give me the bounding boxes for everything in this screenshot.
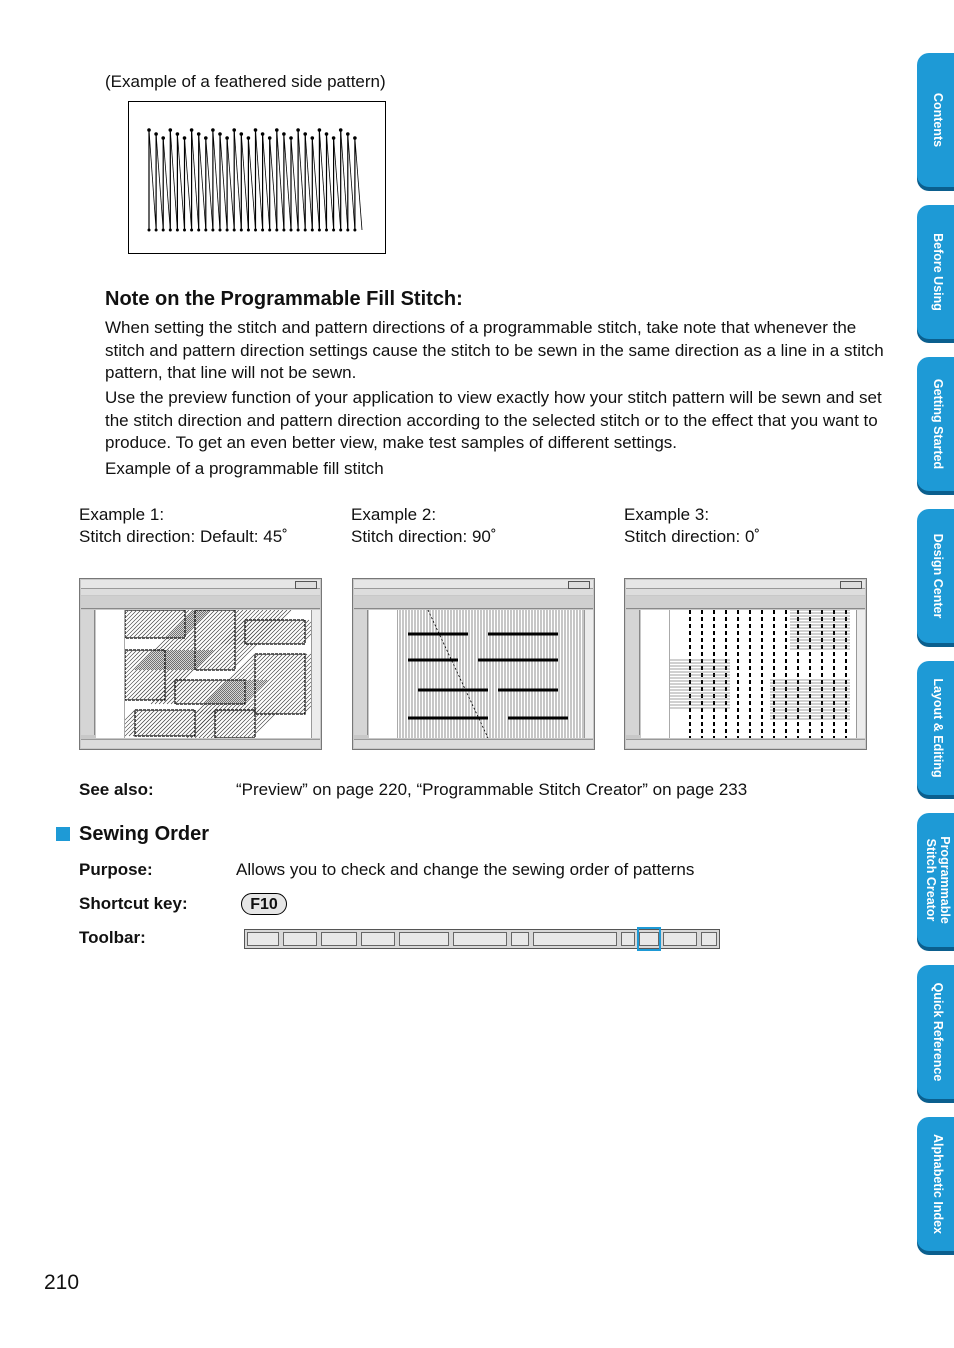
feather-top-dot [247, 136, 251, 140]
toolbar-image [244, 929, 720, 949]
page-number: 210 [44, 1271, 80, 1294]
diagonal-hatch [289, 620, 311, 644]
feather-zigzag-line [170, 130, 177, 230]
weave-canvas [398, 610, 584, 738]
window-toolbar [626, 596, 865, 609]
feather-top-dot [190, 128, 194, 132]
feather-zigzag-line [334, 138, 341, 230]
feather-top-dot [282, 132, 286, 136]
feather-zigzag-line [305, 134, 312, 230]
stitch-tools-group [533, 932, 617, 946]
tab-contents[interactable] [917, 53, 954, 187]
weave-canvas [670, 610, 856, 738]
section-bullet-icon [56, 827, 70, 841]
diagonal-hatch [137, 710, 163, 736]
feather-top-dot [268, 136, 272, 140]
sewing-order-highlight [637, 927, 661, 951]
diagonal-hatch [199, 654, 259, 714]
shortcut-label: Shortcut key: [79, 894, 188, 913]
feather-top-dot [339, 128, 343, 132]
feather-bottom-dot [346, 229, 349, 232]
undo-redo-group [361, 932, 395, 946]
feather-top-dot [303, 132, 307, 136]
diagonal-hatch [145, 710, 171, 736]
window-statusbar [354, 739, 593, 748]
diagonal-weave-drawing [125, 610, 311, 738]
window-statusbar [81, 739, 320, 748]
import-buttons-group [283, 932, 317, 946]
clipboard-group [399, 932, 449, 946]
feather-bottom-dot [275, 229, 278, 232]
feather-bottom-dot [297, 229, 300, 232]
toolbar-label: Toolbar: [79, 928, 146, 947]
feather-zigzag-line [341, 130, 348, 230]
feather-zigzag-line [348, 134, 355, 230]
example-3-screenshot [624, 578, 867, 750]
feather-top-dot [346, 132, 350, 136]
feather-bottom-dot [155, 229, 158, 232]
weave-canvas [125, 610, 311, 738]
diagonal-hatch [165, 710, 191, 736]
diagonal-hatch [235, 654, 295, 714]
feather-top-dot [296, 128, 300, 132]
feather-zigzag-line [192, 130, 199, 230]
feather-zigzag-line [277, 130, 284, 230]
feather-top-dot [211, 128, 215, 132]
tab-label: Alphabetic Index [931, 1133, 945, 1235]
diagonal-hatch [135, 650, 185, 700]
feather-bottom-dot [219, 229, 222, 232]
feather-bottom-dot [226, 229, 229, 232]
window-titlebar [81, 580, 320, 589]
feather-bottom-dot [162, 229, 165, 232]
feather-bottom-dot [247, 229, 250, 232]
feather-top-dot [318, 128, 322, 132]
tab-before-using[interactable] [917, 205, 954, 339]
example-3-title: Example 3: [624, 505, 710, 524]
feather-bottom-dot [290, 229, 293, 232]
tab-quick-reference[interactable] [917, 965, 954, 1099]
feather-zigzag-line [220, 134, 227, 230]
note-paragraph-2: Use the preview function of your application to view exactly how your stitch pattern will be sewn and set the stitch direction and pattern direction according to the selected stitch or to the effect that you want to produce. To get an even better view, make test samples of different settings. [105, 388, 882, 453]
tab-label: Layout & Editing [931, 678, 945, 778]
note-paragraph-3: Example of a programmable fill stitch [105, 459, 384, 478]
tab-alphabetic-index[interactable] [917, 1117, 954, 1251]
feather-zigzag-line [284, 134, 291, 230]
feather-zigzag-line [270, 138, 277, 230]
feather-zigzag-line [206, 138, 213, 230]
diagonal-hatch [219, 654, 279, 714]
diagonal-hatch [287, 654, 311, 714]
tab-label: Quick Reference [931, 982, 945, 1082]
diagonal-hatch [251, 654, 311, 714]
feather-zigzag-line [234, 130, 241, 230]
feather-zigzag-line [185, 138, 192, 230]
diagonal-hatch [125, 650, 165, 700]
f10-key-badge: F10 [241, 893, 287, 915]
feather-bottom-dot [176, 229, 179, 232]
feather-zigzag-line [227, 138, 234, 230]
horizontal-weave-drawing [670, 610, 856, 738]
feather-top-dot [240, 132, 244, 136]
feather-bottom-dot [261, 229, 264, 232]
feather-top-dot [232, 128, 236, 132]
feather-zigzag-line [149, 130, 156, 230]
note-paragraph-1: When setting the stitch and pattern directions of a programmable stitch, take note that whenever the stitch and pattern direction settings cause the stitch to be sewn in the same direction as a line in a stitch pattern, that line will not be sewn. [105, 318, 884, 383]
feather-top-dot [154, 132, 158, 136]
window-statusbar [626, 739, 865, 748]
view-buttons-group [663, 932, 697, 946]
feather-top-dot [254, 128, 258, 132]
feather-top-dot [197, 132, 201, 136]
diagonal-hatch [177, 710, 203, 736]
diagonal-hatch [181, 710, 207, 736]
feather-stitch-drawing [129, 102, 385, 253]
feather-bottom-dot [183, 229, 186, 232]
vertical-scrollbar [856, 610, 865, 738]
diagonal-hatch [239, 654, 299, 714]
diagonal-hatch [243, 654, 303, 714]
feather-top-dot [332, 136, 336, 140]
feather-bottom-dot [240, 229, 243, 232]
feather-zigzag-line [199, 134, 206, 230]
feather-zigzag-line [248, 138, 255, 230]
window-toolbar [81, 596, 320, 609]
diagonal-hatch [203, 654, 263, 714]
diagonal-hatch [143, 650, 193, 700]
tab-label: Getting Started [931, 378, 945, 470]
file-buttons-group [247, 932, 279, 946]
diagonal-hatch [127, 650, 177, 700]
window-controls [568, 581, 590, 589]
feather-top-dot [147, 128, 151, 132]
tab-design-center[interactable] [917, 509, 954, 643]
weave-block [245, 620, 305, 644]
feather-bottom-dot [254, 229, 257, 232]
tab-label: Contents [931, 92, 945, 148]
stitch-column [96, 610, 125, 738]
feather-bottom-dot [325, 229, 328, 232]
diagonal-hatch [231, 654, 291, 714]
window-titlebar [626, 580, 865, 589]
feather-top-dot [204, 136, 208, 140]
weave-block [125, 650, 165, 700]
feather-zigzag-line [263, 134, 270, 230]
example-1-screenshot [79, 578, 322, 750]
example-2-detail: Stitch direction: 90˚ [351, 527, 497, 546]
example-2-screenshot [352, 578, 595, 750]
feather-bottom-dot [339, 229, 342, 232]
feather-zigzag-line [355, 138, 362, 230]
note-heading: Note on the Programmable Fill Stitch: [105, 288, 463, 310]
diagonal-hatch [247, 654, 307, 714]
diagonal-hatch [133, 710, 159, 736]
zoom-group [511, 932, 529, 946]
window-toolbar [354, 596, 593, 609]
tool-palette [354, 610, 368, 735]
feather-bottom-dot [304, 229, 307, 232]
feather-bottom-dot [211, 229, 214, 232]
diagonal-hatch [129, 710, 155, 736]
feather-zigzag-line [319, 130, 326, 230]
feather-top-dot [311, 136, 315, 140]
feather-top-dot [353, 136, 357, 140]
feather-bottom-dot [332, 229, 335, 232]
feather-bottom-dot [353, 229, 356, 232]
diagonal-hatch [297, 620, 311, 644]
feather-zigzag-line [298, 130, 305, 230]
example-1-detail: Stitch direction: Default: 45˚ [79, 527, 288, 546]
tool-palette [81, 610, 95, 735]
tab-label: Before Using [931, 233, 945, 311]
window-titlebar [354, 580, 593, 589]
feather-bottom-dot [169, 229, 172, 232]
feather-bottom-dot [148, 229, 151, 232]
example-2-title: Example 2: [351, 505, 437, 524]
diagonal-hatch [215, 654, 275, 714]
diagonal-hatch [141, 710, 167, 736]
feather-bottom-dot [233, 229, 236, 232]
feather-bottom-dot [268, 229, 271, 232]
feather-bottom-dot [204, 229, 207, 232]
diagonal-hatch [125, 710, 147, 736]
stitch-column [369, 610, 398, 738]
vertical-scrollbar [311, 610, 320, 738]
diagonal-hatch [211, 654, 271, 714]
feather-top-dot [325, 132, 329, 136]
diagonal-hatch [207, 654, 267, 714]
example-1-title: Example 1: [79, 505, 165, 524]
diagonal-hatch [157, 710, 183, 736]
purpose-label: Purpose: [79, 860, 153, 879]
sewing-order-heading: Sewing Order [79, 823, 210, 845]
feather-top-dot [289, 136, 293, 140]
see-also-text: “Preview” on page 220, “Programmable Stitch Creator” on page 233 [236, 780, 748, 799]
example-3-detail: Stitch direction: 0˚ [624, 527, 761, 546]
feather-top-dot [218, 132, 222, 136]
feathered-pattern-illustration [128, 101, 386, 254]
feather-top-dot [176, 132, 180, 136]
save-buttons-group [321, 932, 357, 946]
feather-zigzag-line [256, 130, 263, 230]
diagonal-hatch [131, 650, 181, 700]
property-button [701, 932, 717, 946]
diagonal-hatch [153, 710, 179, 736]
tab-label: Programmable Stitch Creator [924, 836, 952, 924]
feather-bottom-dot [190, 229, 193, 232]
misc-button [621, 932, 635, 946]
tab-label: Design Center [931, 533, 945, 619]
diagonal-hatch [223, 654, 283, 714]
feather-top-dot [261, 132, 265, 136]
window-controls [840, 581, 862, 589]
diagonal-hatch [169, 710, 195, 736]
feather-zigzag-line [177, 134, 184, 230]
feather-zigzag-line [163, 138, 170, 230]
purpose-text: Allows you to check and change the sewing order of patterns [236, 860, 695, 879]
diagonal-hatch [161, 710, 187, 736]
feather-bottom-dot [311, 229, 314, 232]
diagonal-hatch [147, 650, 197, 700]
transform-group [453, 932, 507, 946]
tool-palette [626, 610, 640, 735]
feather-top-dot [275, 128, 279, 132]
diagonal-hatch [185, 710, 211, 736]
window-controls [295, 581, 317, 589]
diagonal-hatch [293, 620, 311, 644]
feather-caption: (Example of a feathered side pattern) [105, 72, 386, 91]
diagonal-hatch [125, 710, 151, 736]
feather-zigzag-line [291, 138, 298, 230]
feather-top-dot [161, 136, 165, 140]
diagonal-hatch [139, 650, 189, 700]
feather-zigzag-line [327, 134, 334, 230]
diagonal-hatch [195, 654, 255, 714]
see-also-label: See also: [79, 780, 154, 799]
vertical-weave-drawing [398, 610, 584, 738]
vertical-scrollbar [584, 610, 593, 738]
tab-programmable-stitch-creator[interactable] [917, 813, 954, 947]
window-menubar [81, 589, 320, 595]
diagonal-hatch [227, 654, 287, 714]
feather-zigzag-line [213, 130, 220, 230]
tab-getting-started[interactable] [917, 357, 954, 491]
stitch-column [641, 610, 670, 738]
feather-bottom-dot [197, 229, 200, 232]
window-menubar [354, 589, 593, 595]
feather-zigzag-line [156, 134, 163, 230]
feather-zigzag-line [312, 138, 319, 230]
feather-top-dot [169, 128, 173, 132]
diagonal-hatch [149, 710, 175, 736]
feather-top-dot [183, 136, 187, 140]
feather-top-dot [225, 136, 229, 140]
feather-zigzag-line [241, 134, 248, 230]
diagonal-hatch [151, 650, 201, 700]
tab-layout-editing[interactable] [917, 661, 954, 795]
window-menubar [626, 589, 865, 595]
feather-bottom-dot [282, 229, 285, 232]
feather-bottom-dot [318, 229, 321, 232]
